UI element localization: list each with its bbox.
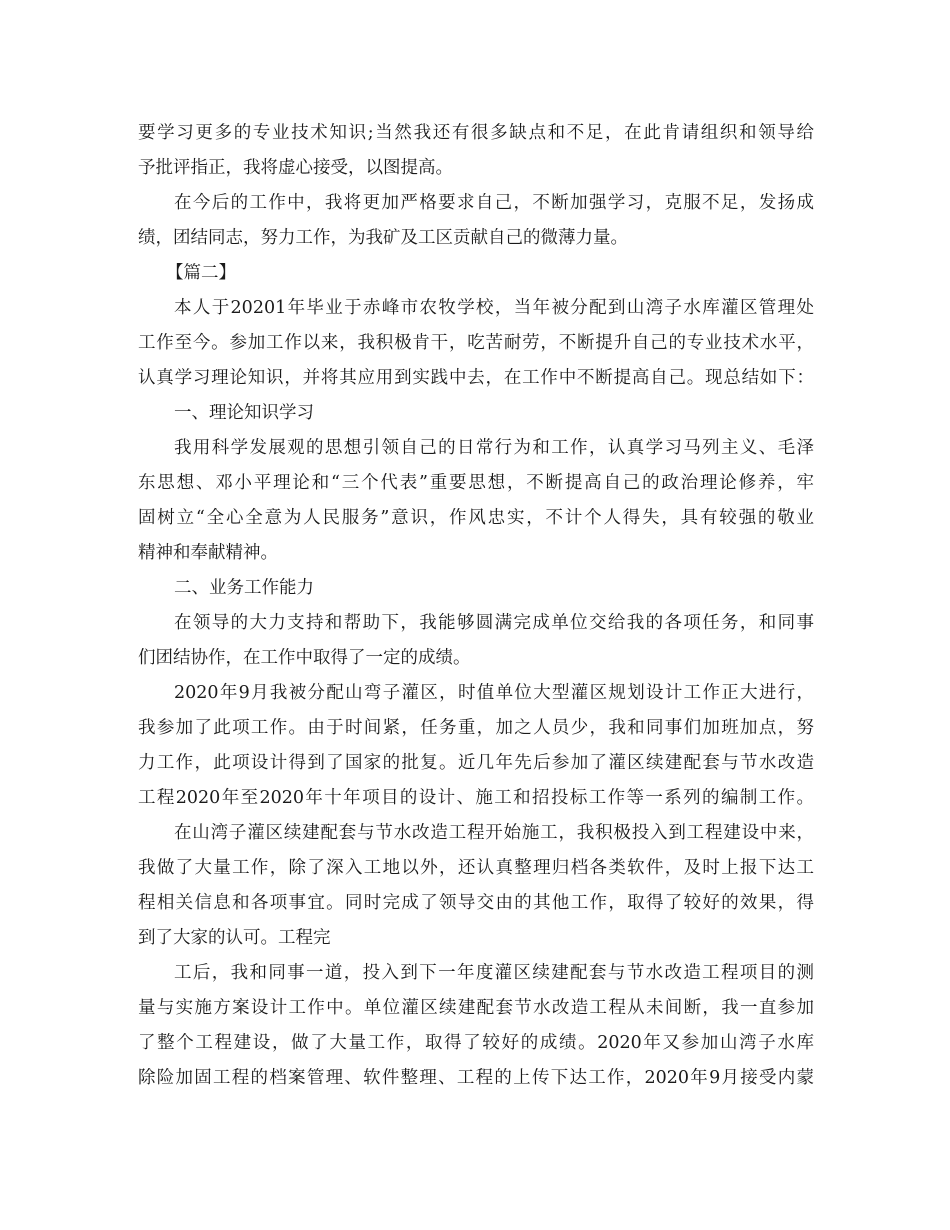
text-line: 精神和奉献精神。	[138, 543, 278, 563]
text-line: 我参加了此项工作。由于时间紧，任务重，加之人员少，我和同事们加班加点，努	[138, 718, 814, 738]
text-line: 工程2020年至2020年十年项目的设计、施工和招投标工作等一系列的编制工作。	[138, 788, 814, 808]
text-line: 到了大家的认可。工程完	[138, 928, 331, 948]
text-line: 我用科学发展观的思想引领自己的日常行为和工作，认真学习马列主义、毛泽	[174, 438, 814, 458]
text-line: 在今后的工作中，我将更加严格要求自己，不断加强学习，克服不足，发扬成	[174, 193, 814, 213]
text-line: 除险加固工程的档案管理、软件整理、工程的上传下达工作，2020年9月接受内蒙	[138, 1068, 814, 1088]
text-line: 程相关信息和各项事宜。同时完成了领导交由的其他工作，取得了较好的效果，得	[138, 893, 814, 913]
text-line: 工作至今。参加工作以来，我积极肯干，吃苦耐劳，不断提升自己的专业技术水平，	[138, 333, 814, 353]
text-line: 要学习更多的专业技术知识;当然我还有很多缺点和不足，在此肯请组织和领导给	[138, 123, 814, 143]
text-line: 认真学习理论知识，并将其应用到实践中去，在工作中不断提高自己。现总结如下：	[138, 368, 814, 388]
subsection-heading: 一、理论知识学习	[174, 403, 314, 423]
section-heading: 【篇二】	[166, 263, 236, 283]
text-line: 2020年9月我被分配山弯子灌区，时值单位大型灌区规划设计工作正大进行，	[174, 683, 814, 703]
document-body	[138, 116, 814, 1096]
text-line: 绩，团结同志，努力工作，为我矿及工区贡献自己的微薄力量。	[138, 228, 628, 248]
text-line: 们团结协作，在工作中取得了一定的成绩。	[138, 648, 471, 668]
text-line: 予批评指正，我将虚心接受，以图提高。	[138, 158, 453, 178]
text-line: 在山湾子灌区续建配套与节水改造工程开始施工，我积极投入到工程建设中来，	[174, 823, 814, 843]
text-line: 量与实施方案设计工作中。单位灌区续建配套节水改造工程从未间断，我一直参加	[138, 998, 814, 1018]
text-line: 在领导的大力支持和帮助下，我能够圆满完成单位交给我的各项任务，和同事	[174, 613, 814, 633]
text-line: 了整个工程建设，做了大量工作，取得了较好的成绩。2020年又参加山湾子水库	[138, 1033, 814, 1053]
text-line: 力工作，此项设计得到了国家的批复。近几年先后参加了灌区续建配套与节水改造	[138, 753, 814, 773]
text-line: 我做了大量工作，除了深入工地以外，还认真整理归档各类软件，及时上报下达工	[138, 858, 814, 878]
text-line: 本人于20201年毕业于赤峰市农牧学校，当年被分配到山湾子水库灌区管理处	[174, 298, 814, 318]
text-line: 工后，我和同事一道，投入到下一年度灌区续建配套与节水改造工程项目的测	[174, 963, 814, 983]
text-line: 固树立“全心全意为人民服务”意识，作风忠实，不计个人得失，具有较强的敬业	[138, 508, 814, 528]
text-line: 东思想、邓小平理论和“三个代表”重要思想，不断提高自己的政治理论修养，牢	[138, 473, 814, 493]
subsection-heading: 二、业务工作能力	[174, 578, 314, 598]
